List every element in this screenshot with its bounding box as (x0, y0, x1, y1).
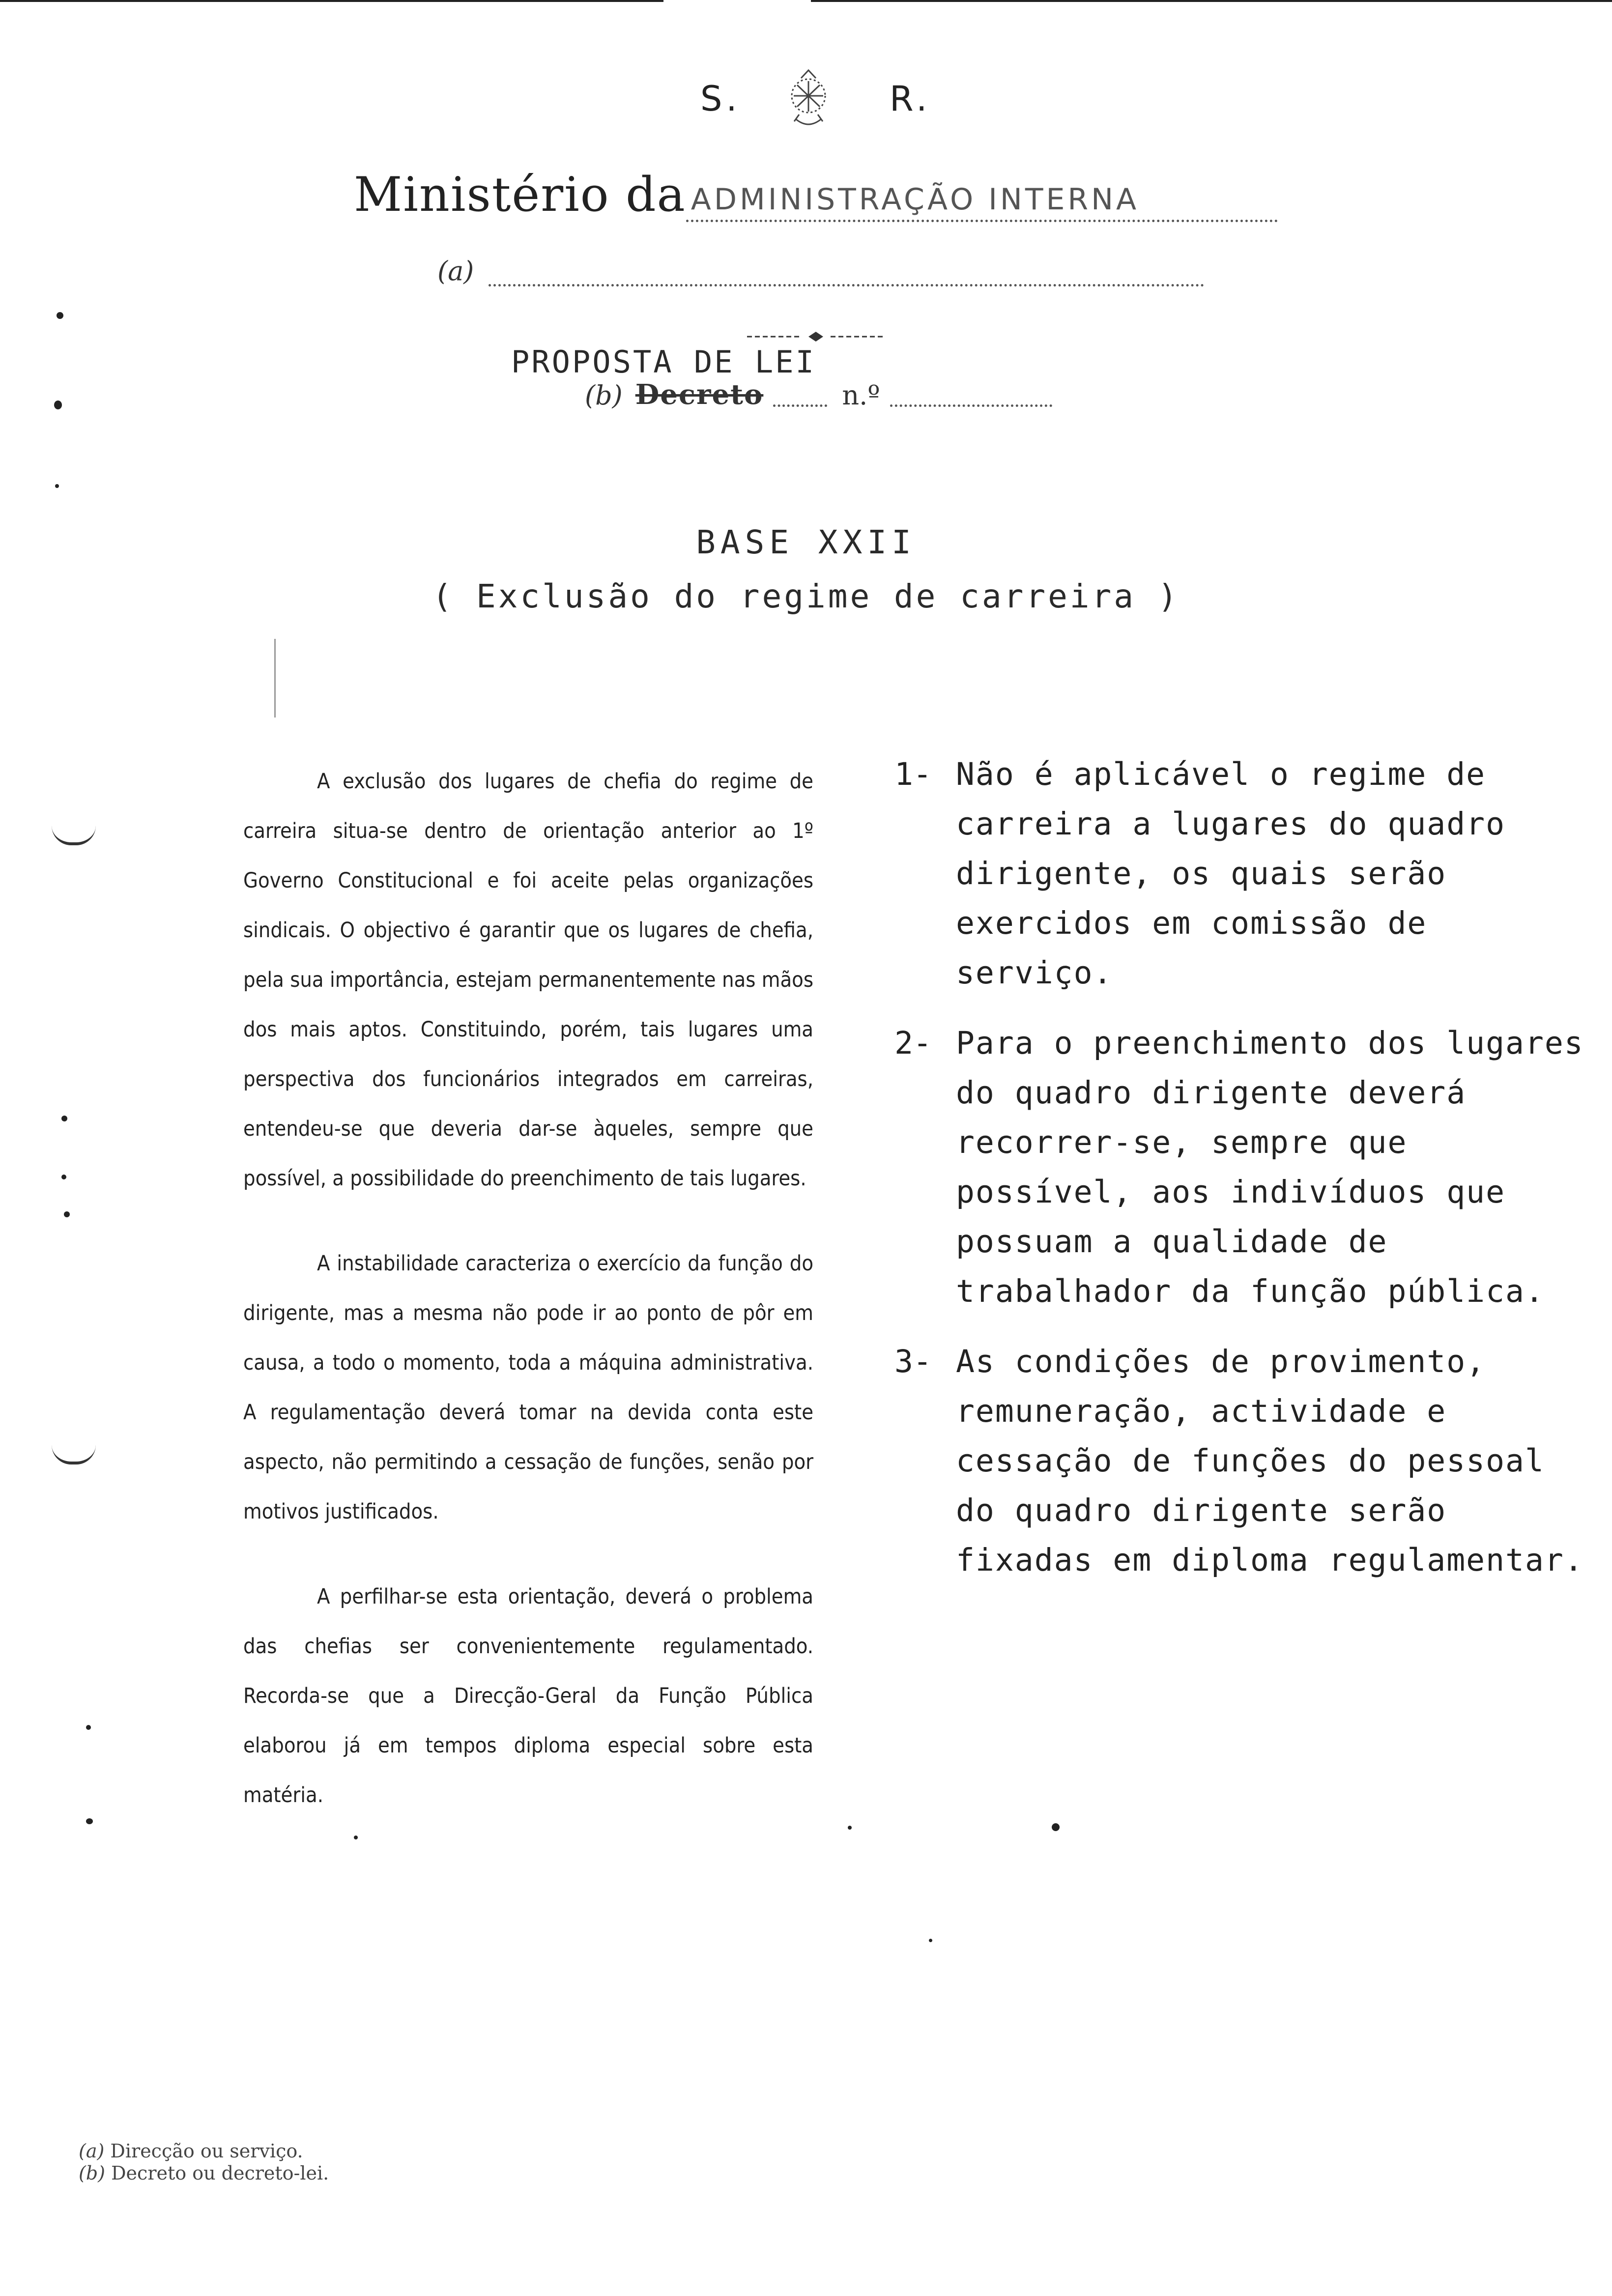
footnote-marker-a: (a) (437, 256, 474, 287)
footnote-marker-b: (b) (585, 380, 623, 411)
header-s: S. (700, 79, 741, 119)
scan-top-border (811, 0, 1612, 2)
margin-mark (274, 639, 276, 718)
article-number: 1- (894, 756, 932, 792)
scan-speck (64, 1211, 70, 1217)
justification-paragraph: A perfilhar-se esta orientação, deverá o problema das chefias ser convenientemente regulamentado. Recorda-se que a Direcção-Geral da Função Pública elaborou já em tempos diploma especial sobre esta matéria. (243, 1584, 813, 1808)
ministry-line (354, 167, 1278, 222)
article-item (894, 1018, 1597, 1316)
proposal-title: PROPOSTA DE LEI (511, 344, 816, 380)
footnote-a (79, 2140, 303, 2162)
footnote-b (79, 2162, 329, 2184)
scan-speck (86, 1818, 93, 1824)
article-number: 3- (894, 1344, 932, 1379)
footnote-marker: (a) (79, 2140, 105, 2162)
articles-column (894, 749, 1597, 1606)
justification-paragraph: A instabilidade caracteriza o exercício da função do dirigente, mas a mesma não pode ir ao ponto de pôr em causa, a todo o momento, toda a máquina administrativa. A regulamentação deverá tomar na devida conta este aspecto, não permitindo a cessação de funções, senão por motivos justificados. (243, 1251, 813, 1524)
article-item (894, 1337, 1597, 1585)
direction-line (437, 256, 1204, 287)
ministry-label: Ministério da (354, 167, 686, 222)
base-title: BASE XXII (696, 523, 916, 561)
ministry-name: ADMINISTRAÇÃO INTERNA (686, 182, 1278, 222)
number-blank (890, 404, 1052, 407)
scan-speck (848, 1826, 852, 1830)
article-text: Não é aplicável o regime de carreira a lugares do quadro dirigente, os quais serão exercidos em comissão de serviço. (956, 756, 1506, 991)
decree-struck: Decreto (635, 378, 764, 411)
scan-speck (61, 1175, 66, 1179)
decree-blank (773, 404, 827, 407)
justification-column (243, 757, 813, 1856)
footnote-marker: (b) (79, 2162, 105, 2184)
article-item (894, 749, 1597, 998)
punch-hole-mark (52, 826, 96, 845)
scan-speck (54, 401, 62, 409)
scan-top-border (0, 0, 663, 2)
scan-speck (86, 1725, 91, 1730)
scan-speck (61, 1116, 67, 1121)
divider-ornament (747, 329, 885, 344)
article-text: Para o preenchimento dos lugares do quadro dirigente deverá recorrer-se, sempre que possível, aos indivíduos que possuam a qualidade de trabalhador da função pública. (956, 1025, 1584, 1309)
punch-hole-mark (52, 1445, 96, 1464)
decree-line (585, 378, 1052, 411)
coat-of-arms-icon (767, 66, 850, 135)
footnote-text: Decreto ou decreto-lei. (111, 2162, 329, 2184)
scan-speck (55, 484, 59, 488)
scan-speck (57, 312, 63, 319)
article-number: 2- (894, 1025, 932, 1061)
justification-paragraph: A exclusão dos lugares de chefia do regime de carreira situa-se dentro de orientação anterior ao 1º Governo Constitucional e foi aceite pelas organizações sindicais. O objectivo é garantir que os lugares de chefia, pela sua importância, estejam permanentemente nas mãos dos mais aptos. Constituindo, porém, tais lugares uma perspectiva dos funcionários integrados em carreiras, entendeu-se que deveria dar-se àqueles, sempre que possível, a possibilidade do preenchimento de tais lugares. (243, 769, 813, 1191)
article-text: As condições de provimento, remuneração, actividade e cessação de funções do pessoal do quadro dirigente serão fixadas em diploma regulamentar. (956, 1344, 1584, 1578)
number-label: n.º (842, 380, 880, 411)
header-r: R. (890, 79, 931, 119)
base-subtitle: ( Exclusão do regime de carreira ) (432, 577, 1180, 615)
scan-speck (929, 1939, 932, 1942)
footnote-text: Direcção ou serviço. (110, 2140, 303, 2162)
scan-speck (1052, 1823, 1060, 1831)
direction-blank (489, 264, 1204, 287)
